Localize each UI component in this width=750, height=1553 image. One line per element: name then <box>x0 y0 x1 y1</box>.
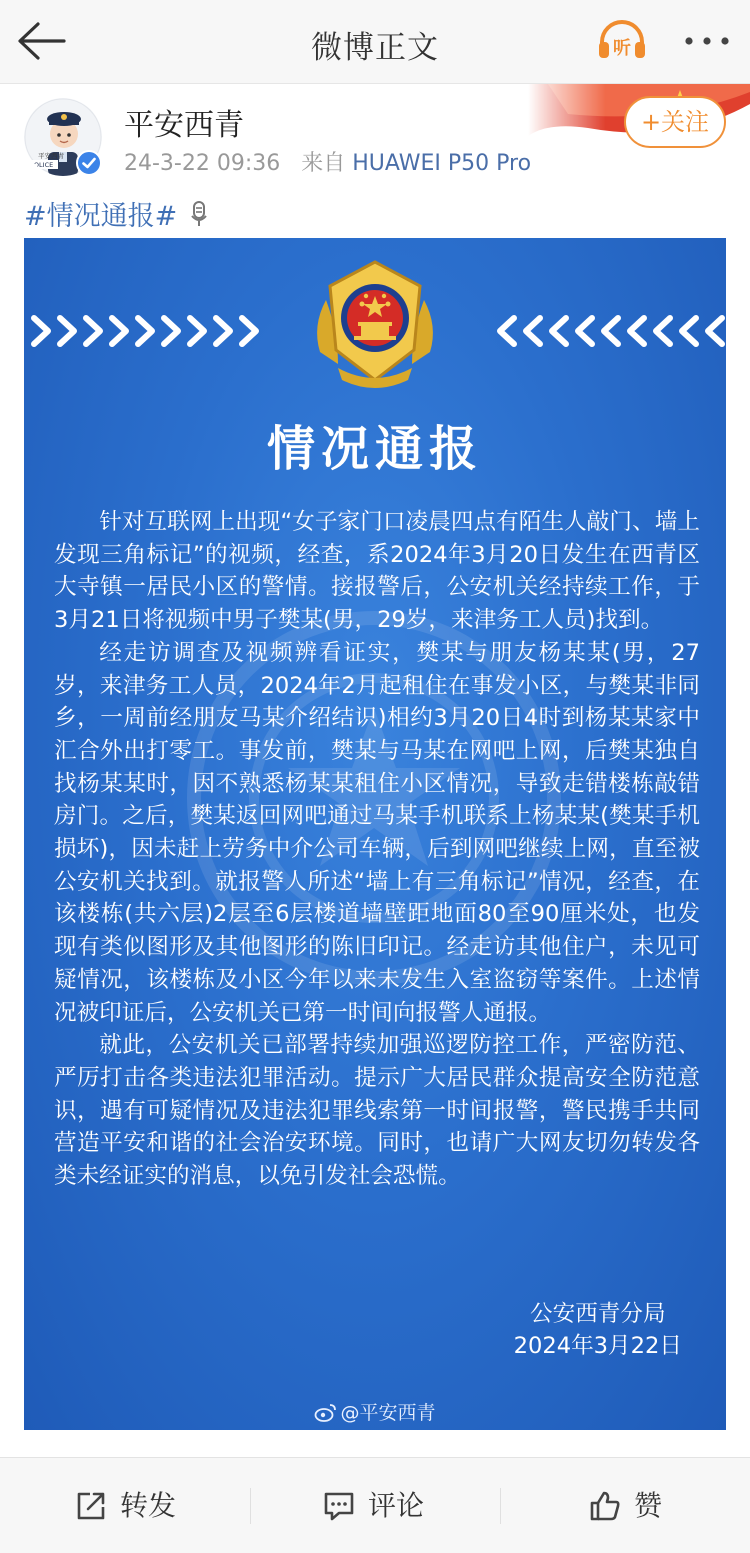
source-prefix: 来自 <box>301 151 346 176</box>
avatar-police-text: POLICE <box>30 161 54 169</box>
chevron-right-decoration <box>30 312 270 350</box>
repost-button[interactable] <box>74 1486 194 1526</box>
listen-label: 听 <box>613 38 631 59</box>
action-divider <box>500 1488 501 1524</box>
verified-badge-icon <box>76 150 102 176</box>
like-label: 赞 <box>634 1489 663 1522</box>
more-dots-icon <box>680 26 734 56</box>
notice-issuer: 公安西青分局 <box>530 1301 666 1327</box>
notice-image[interactable] <box>24 238 726 1430</box>
hashtag-row <box>24 194 208 234</box>
voice-note-icon <box>190 200 208 228</box>
notice-title: 情况通报 <box>266 421 483 477</box>
notice-body <box>54 506 700 1193</box>
author-name[interactable]: 平安西青 <box>124 108 244 143</box>
comment-label: 评论 <box>368 1489 425 1522</box>
chevron-left-decoration <box>486 312 726 350</box>
weibo-logo-icon <box>314 1402 338 1422</box>
follow-button[interactable]: +关注 <box>624 96 726 148</box>
comment-icon <box>322 1489 356 1523</box>
headphones-icon <box>596 18 648 62</box>
comment-button[interactable] <box>322 1486 442 1526</box>
image-watermark <box>24 1398 726 1425</box>
watermark-text: @平安西青 <box>340 1402 436 1424</box>
action-divider <box>250 1488 251 1524</box>
repost-icon <box>74 1489 108 1523</box>
notice-paragraph-2: 经走访调查及视频辨看证实，樊某与朋友杨某某(男，27岁，来津务工人员，2024年2月起租住在事发小区，与樊某非同乡，一周前经朋友马某介绍结识)相约3月20日4时到杨某某家中汇合外出打零工。事发前，樊某与马某在网吧上网，后樊某独自找杨某某时，因不熟悉杨某某租住小区情况，导致走错楼栋敲错房门。之后，樊某返回网吧通过马某手机联系上杨某某(樊某手机损坏)，因未赶上劳务中介公司车辆，后到网吧继续上网，直至被公安机关找到。就报警人所述“墙上有三角标记”情况，经查，在该楼栋(共六层)2层至6层楼道墙壁距地面80至90厘米处，也发现有类似图形及其他图形的陈旧印记。经走访其他住户，未见可疑情况，该楼栋及小区今年以来未发生入室盗窃等案件。上述情况被印证后，公安机关已第一时间向报警人通报。 <box>54 639 700 1026</box>
hashtag-link[interactable]: #情况通报# <box>24 201 178 232</box>
notice-date: 2024年3月22日 <box>513 1333 682 1359</box>
bottom-action-bar <box>0 1457 750 1553</box>
post-timestamp: 24-3-22 09:36 <box>124 151 281 176</box>
thumbs-up-icon <box>588 1489 622 1523</box>
police-emblem-icon <box>308 256 442 392</box>
notice-paragraph-3: 就此，公安机关已部署持续加强巡逻防控工作，严密防范、严厉打击各类违法犯罪活动。提示广大居民群众提高安全防范意识，遇有可疑情况及违法犯罪线索第一时间报警，警民携手共同营造平安和谐的社会治安环境。同时，也请广大网友切勿转发各类未经证实的消息，以免引发社会恐慌。 <box>54 1032 700 1190</box>
notice-signature <box>514 1298 682 1362</box>
more-options-button[interactable] <box>680 26 734 56</box>
listen-button[interactable] <box>596 18 648 62</box>
top-nav-bar <box>0 0 750 84</box>
post-device[interactable]: HUAWEI P50 Pro <box>352 151 532 176</box>
page-title: 微博正文 <box>311 30 439 66</box>
avatar-text: 平安西青 <box>38 152 64 160</box>
like-button[interactable] <box>588 1486 688 1526</box>
notice-paragraph-1: 针对互联网上出现“女子家门口凌晨四点有陌生人敲门、墙上发现三角标记”的视频，经查，系2024年3月20日发生在西青区大寺镇一居民小区的警情。接报警后，公安机关经持续工作，于3月21日将视频中男子樊某(男，29岁，来津务工人员)找到。 <box>54 509 700 634</box>
repost-label: 转发 <box>120 1489 177 1522</box>
post-header <box>0 84 750 194</box>
post-meta <box>124 146 531 177</box>
